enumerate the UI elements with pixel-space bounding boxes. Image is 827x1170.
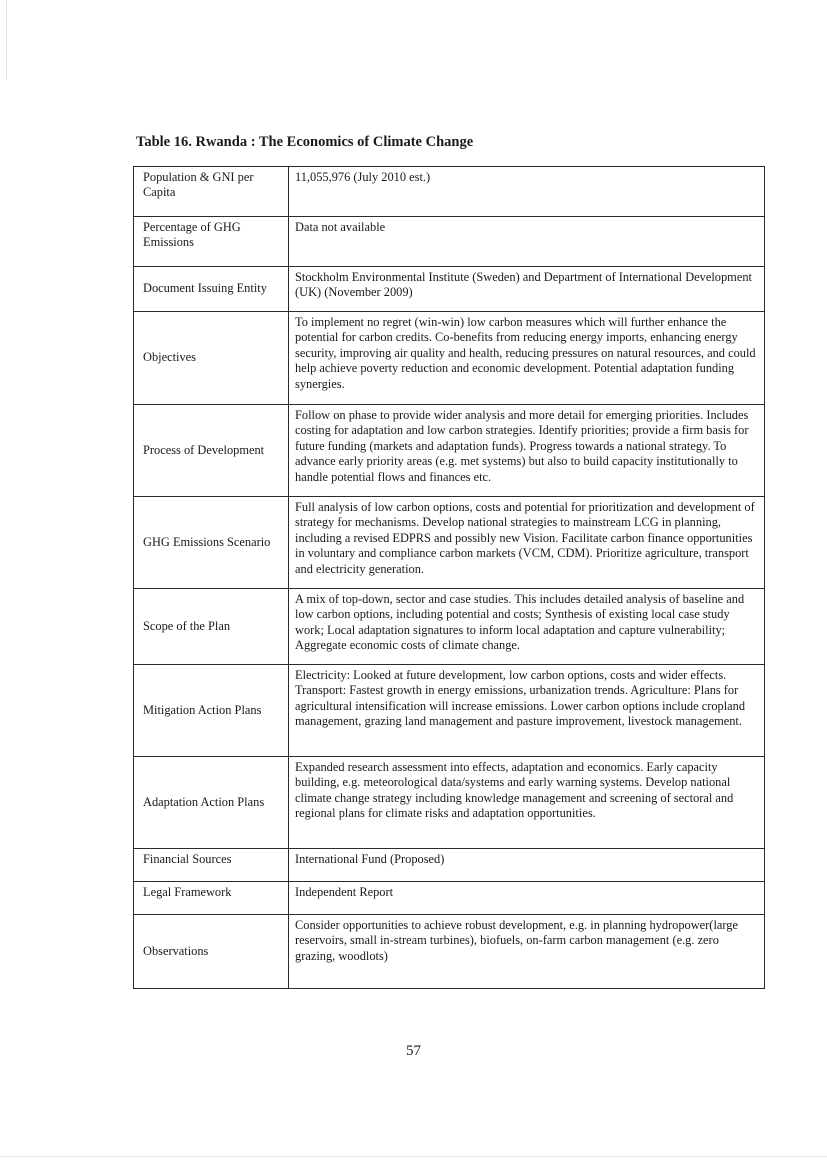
- table-row: [134, 757, 765, 849]
- row-label-legal: Legal Framework: [134, 882, 289, 915]
- page-number: 57: [406, 1043, 421, 1059]
- table-row: [134, 497, 765, 589]
- row-label-population: Population & GNI per Capita: [134, 167, 289, 217]
- row-value-observations: Consider opportunities to achieve robust development, e.g. in planning hydropower(large reservoirs, small in-stream turbines), biofuels, on-farm carbon management (e.g. zero grazing, woodlots): [289, 915, 765, 989]
- scan-bottom-line: [0, 1156, 827, 1157]
- table-row: [134, 405, 765, 497]
- table-row: [134, 167, 765, 217]
- row-label-mitigation: Mitigation Action Plans: [134, 665, 289, 757]
- row-value-issuing-entity: Stockholm Environmental Institute (Sweden) and Department of International Development (UK) (November 2009): [289, 267, 765, 312]
- row-value-objectives: To implement no regret (win-win) low carbon measures which will further enhance the potential for carbon credits. Co-benefits from reducing energy imports, enhancing energy security, improving air quality and health, reducing pressures on natural resources, and could help achieve poverty reduction and economic development. Potential adaptation funding synergies.: [289, 312, 765, 405]
- row-value-mitigation: Electricity: Looked at future development, low carbon options, costs and wider effects. Transport: Fastest growth in energy emissions, urbanization trends. Agriculture: Plans for agricultural intensification will increase emissions. Lower carbon options include cropland management, grazing land management and pasture improvement, livestock management.: [289, 665, 765, 757]
- table-row: [134, 915, 765, 989]
- row-label-ghg-percentage: Percentage of GHG Emissions: [134, 217, 289, 267]
- row-value-ghg-scenario: Full analysis of low carbon options, costs and potential for prioritization and development of strategy for mechanisms. Develop national strategies to mainstream LCG in planning, including a revised EDPRS and possibly new Vision. Facilitate carbon finance opportunities in voluntary and compliance carbon markets (VCM, CDM). Prioritize agriculture, transport and electricity generation.: [289, 497, 765, 589]
- table-row: [134, 312, 765, 405]
- row-value-financial: International Fund (Proposed): [289, 849, 765, 882]
- row-label-issuing-entity: Document Issuing Entity: [134, 267, 289, 312]
- row-value-process: Follow on phase to provide wider analysis and more detail for emerging priorities. Includes costing for adaptation and low carbon strategies. Identify priorities; provide a firm basis for future funding (markets and adaptation funds). Progress towards a national strategy. To advance early priority areas (e.g. met systems) but also to build capacity institutionally to handle potential flows and finances etc.: [289, 405, 765, 497]
- table-row: [134, 849, 765, 882]
- row-label-objectives: Objectives: [134, 312, 289, 405]
- row-label-financial: Financial Sources: [134, 849, 289, 882]
- rwanda-climate-table: [133, 166, 765, 989]
- row-value-population: 11,055,976 (July 2010 est.): [289, 167, 765, 217]
- row-value-legal: Independent Report: [289, 882, 765, 915]
- table-row: [134, 217, 765, 267]
- row-value-scope: A mix of top-down, sector and case studies. This includes detailed analysis of baseline and low carbon options, including potential and costs; Synthesis of existing local case study work; Local adaptation signatures to inform local adaptation and capture vulnerability; Aggregate economic costs of climate change.: [289, 589, 765, 665]
- row-label-adaptation: Adaptation Action Plans: [134, 757, 289, 849]
- table-title: Table 16. Rwanda : The Economics of Climate Change: [136, 134, 474, 150]
- row-value-adaptation: Expanded research assessment into effects, adaptation and economics. Early capacity building, e.g. meteorological data/systems and early warning systems. Develop national climate change strategy including knowledge management and screening of sectoral and regional plans for climate risks and adaptation opportunities.: [289, 757, 765, 849]
- table-row: [134, 665, 765, 757]
- row-label-process: Process of Development: [134, 405, 289, 497]
- row-label-ghg-scenario: GHG Emissions Scenario: [134, 497, 289, 589]
- row-label-observations: Observations: [134, 915, 289, 989]
- table-row: [134, 267, 765, 312]
- table-row: [134, 882, 765, 915]
- scan-edge-line: [6, 0, 7, 80]
- row-value-ghg-percentage: Data not available: [289, 217, 765, 267]
- table-row: [134, 589, 765, 665]
- row-label-scope: Scope of the Plan: [134, 589, 289, 665]
